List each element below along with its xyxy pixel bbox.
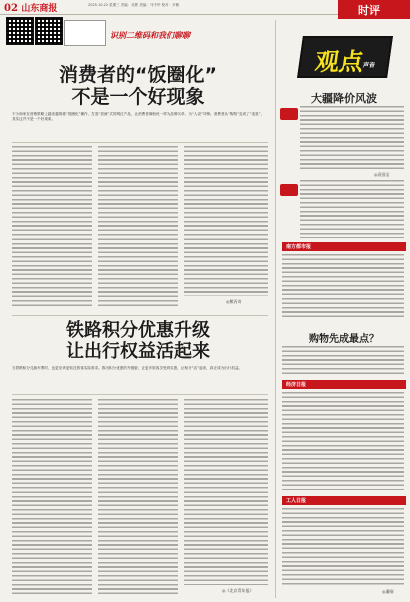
opinion-badge xyxy=(280,108,298,120)
section-tab-label: 时评 xyxy=(358,4,380,17)
opinion-logo-sub: 声音 xyxy=(362,62,376,69)
opinion-badge xyxy=(280,184,298,196)
article1-column-1 xyxy=(12,146,92,308)
article2-deck: 当铁路积分兑换车票时，也更应该更贴近旅客实际需求。推出积分优惠的升级版，让更多旅客享受到实惠，让积分“活”起来，真正成为出行权益。 xyxy=(12,366,243,370)
qr-code-image[interactable] xyxy=(6,17,34,45)
section-tab xyxy=(338,0,410,19)
article1-deck: 不少商家在营销策略上越来越倚重“饭圈化”操作，打造“顶流”式的网红产品，让消费者像粉丝一样为品牌买单、为“人设”冲锋。消费者从“购物”变成了“追星”，其实这并不是一个好现象。 xyxy=(12,112,265,121)
right-article4-body xyxy=(282,346,404,374)
qr-caption: 识别二维码和我们聊聊 xyxy=(110,30,190,40)
opinion-logo xyxy=(297,36,393,78)
right-sub-title: 购物先成最点？ xyxy=(309,334,379,345)
article2-source: ◎《北京青年报》 xyxy=(222,588,254,593)
right-article3-body xyxy=(282,254,404,318)
article2-headline xyxy=(28,320,248,362)
article2-headline-line2: 让出行权益活起来 xyxy=(66,341,210,362)
divider xyxy=(12,394,268,395)
article2-column-1 xyxy=(12,399,92,595)
article1-headline xyxy=(28,64,248,108)
right-article5-body xyxy=(282,392,404,490)
divider xyxy=(12,315,268,316)
qr-label-box xyxy=(64,20,106,46)
article1-headline-line1: 消费者的“饭圈化” xyxy=(59,64,217,86)
source-bar: 经济日报 xyxy=(282,380,406,389)
right-article2-body xyxy=(300,180,404,238)
issue-meta: 2025.10.22 星期三 责编：吴彬 美编：马中华 校对：尹楠 xyxy=(88,3,179,7)
page-number xyxy=(4,1,57,14)
article1-column-3 xyxy=(184,146,268,296)
article2-column-2 xyxy=(98,399,178,595)
article1-byline: ◎熊丙奇 xyxy=(226,299,242,304)
right-main-title: 大疆降价风波 xyxy=(311,92,377,105)
divider xyxy=(12,142,268,143)
column-divider xyxy=(275,20,276,598)
right-article1-body xyxy=(300,106,404,170)
source-bar: 南方都市报 xyxy=(282,242,406,251)
qr-label-text xyxy=(65,21,105,25)
source-bar: 工人日报 xyxy=(282,496,406,505)
right-article6-author: ◎潘刚 xyxy=(382,589,394,594)
right-article1-author: ◎袁国宝 xyxy=(374,172,390,177)
article2-column-3 xyxy=(184,399,268,585)
qr-code-image[interactable] xyxy=(35,17,63,45)
page-number-value: 02 xyxy=(4,3,18,14)
article2-headline-line1: 铁路积分优惠升级 xyxy=(66,320,210,341)
newspaper-name: 山东商报 xyxy=(21,4,58,14)
article1-column-2 xyxy=(98,146,178,308)
opinion-logo-text: 观点 xyxy=(313,47,366,76)
article1-headline-line2: 不是一个好现象 xyxy=(71,86,205,108)
right-article6-body xyxy=(282,508,404,586)
